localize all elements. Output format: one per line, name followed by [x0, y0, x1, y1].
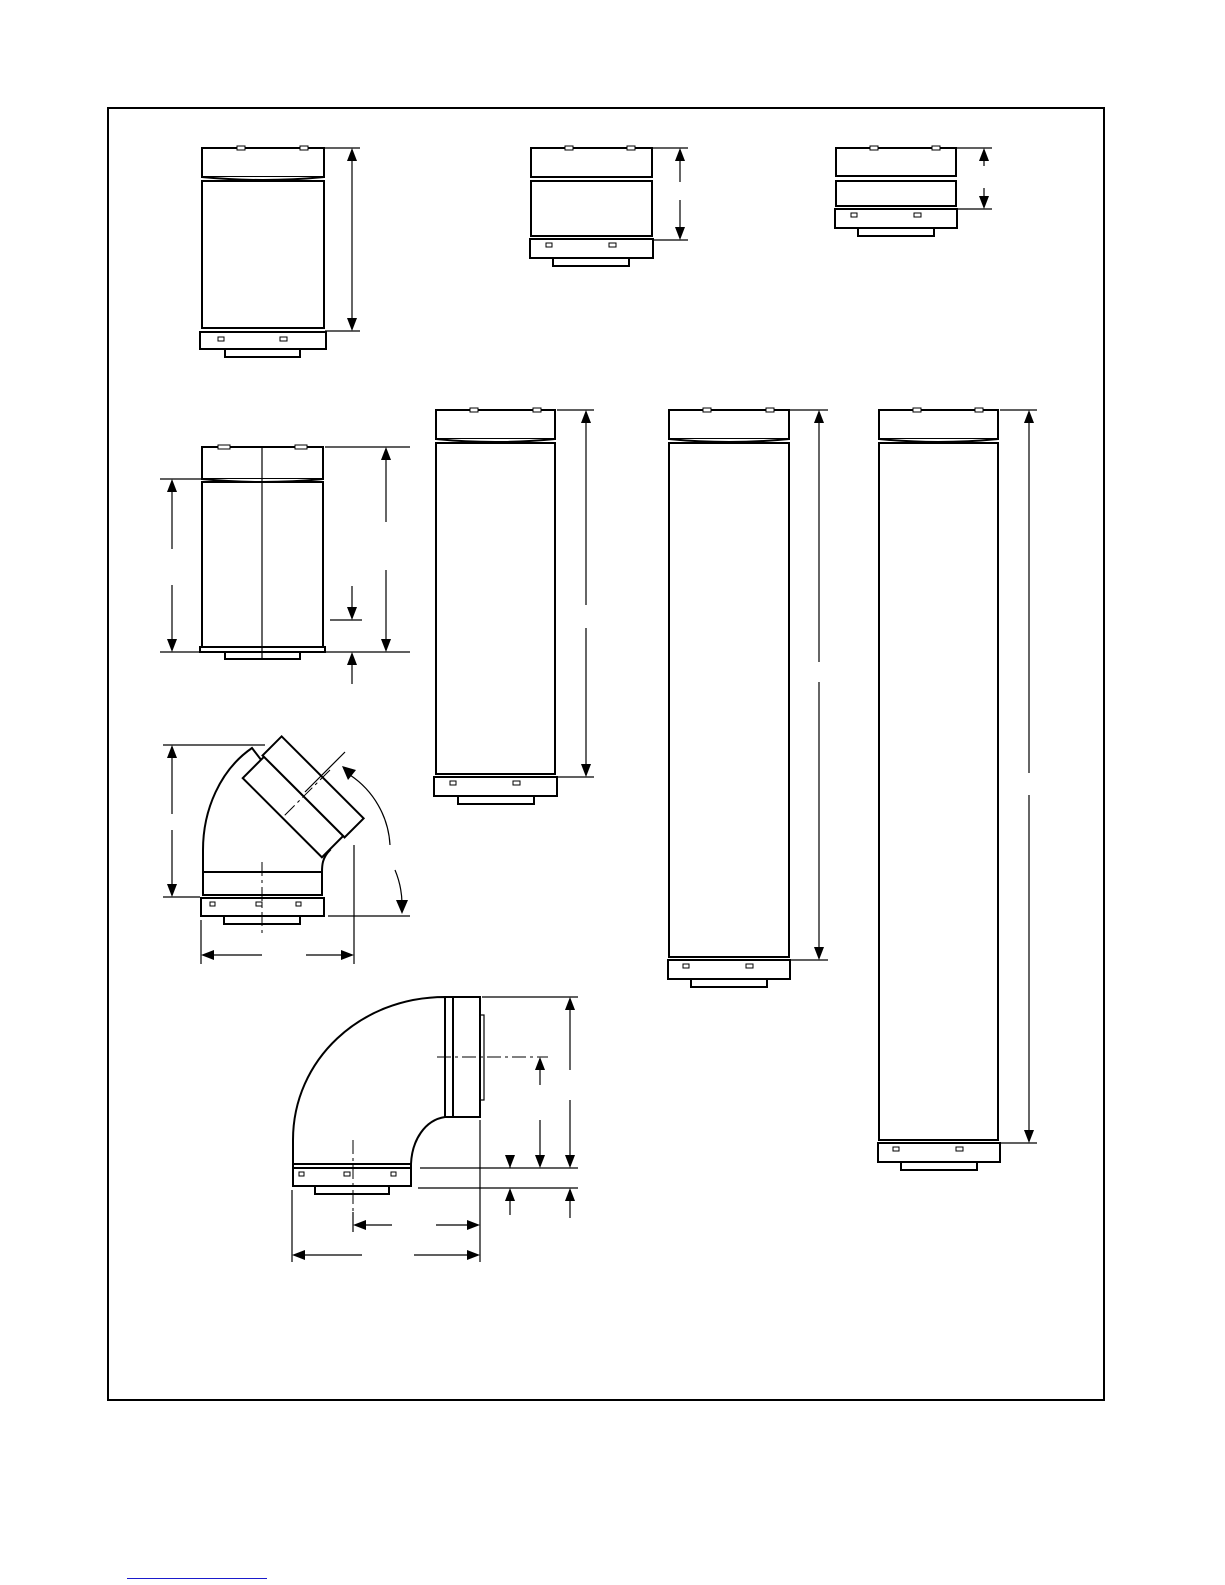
footer-link-underline[interactable] — [127, 1578, 267, 1582]
pipe-extra-short — [530, 146, 688, 266]
elbow-90 — [292, 997, 578, 1262]
elbow-45 — [163, 736, 410, 964]
pipe-adjustable — [160, 445, 410, 684]
pipe-long — [668, 408, 828, 987]
pipe-coupler — [835, 146, 992, 236]
pipe-short — [200, 146, 360, 357]
pipe-extra-long — [878, 408, 1037, 1170]
pipe-medium — [434, 408, 594, 804]
